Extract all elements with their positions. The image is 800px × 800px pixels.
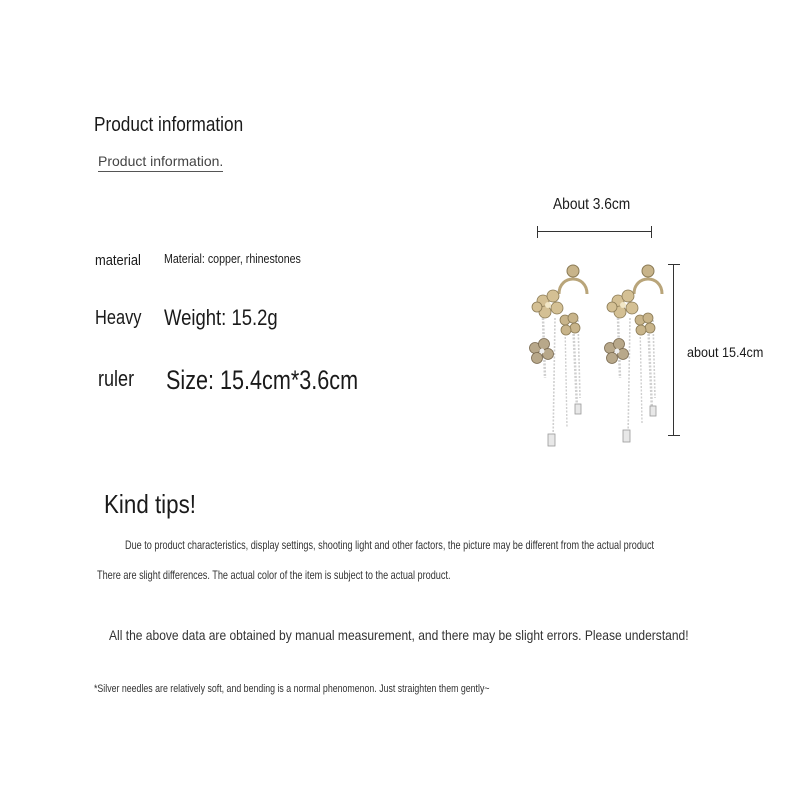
tip-line-4: *Silver needles are relatively soft, and bending is a normal phenomenon. Just straighten them gently~ (94, 683, 490, 695)
weight-value: Weight: 15.2g (164, 305, 278, 330)
height-dimension-label: about 15.4cm (687, 344, 764, 360)
width-dimension-line (537, 226, 652, 238)
kind-tips-title: Kind tips! (104, 489, 196, 519)
height-dimension-rule (673, 264, 674, 436)
tip-line-3: All the above data are obtained by manual measurement, and there may be slight errors. Please understand! (109, 627, 689, 643)
height-dimension-tick-top (668, 264, 680, 265)
earring-left (530, 265, 588, 446)
material-label: material (95, 252, 141, 269)
page-title: Product information (94, 114, 244, 136)
weight-label: Heavy (95, 307, 142, 329)
tip-line-2: There are slight differences. The actual color of the item is subject to the actual product. (97, 568, 451, 582)
height-dimension-tick-bottom (668, 435, 680, 436)
width-dimension-tick-left (537, 226, 538, 238)
width-dimension-tick-right (651, 226, 652, 238)
earrings-product-image (515, 258, 665, 458)
size-label: ruler (98, 366, 135, 391)
material-value: Material: copper, rhinestones (164, 251, 301, 266)
size-value: Size: 15.4cm*3.6cm (166, 365, 359, 395)
height-dimension-line (668, 264, 680, 436)
earring-right (605, 265, 663, 442)
tip-line-1: Due to product characteristics, display settings, shooting light and other factors, the picture may be different from the actual product (125, 538, 655, 552)
page-subtitle: Product information. (98, 153, 223, 172)
width-dimension-label: About 3.6cm (553, 196, 631, 213)
width-dimension-rule (537, 231, 652, 232)
